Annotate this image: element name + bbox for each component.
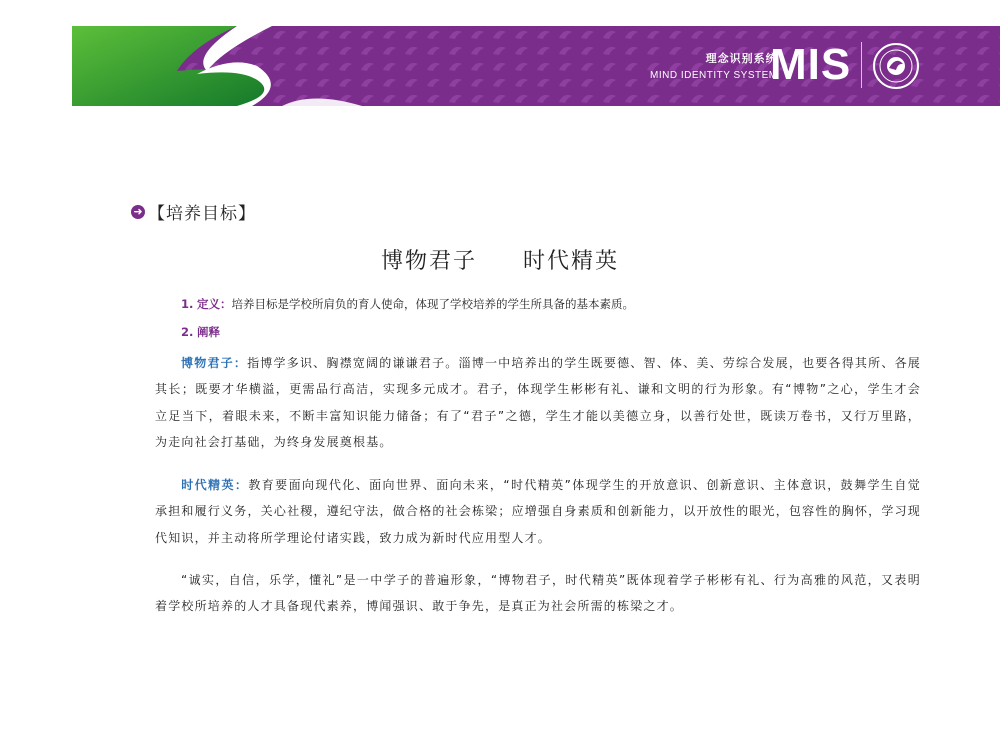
paragraph-bowu-junzi — [155, 350, 921, 456]
school-seal-icon — [872, 42, 920, 90]
definition-text: 培养目标是学校所肩负的育人使命，体现了学校培养的学生所具备的基本素质。 — [231, 297, 635, 311]
arrow-right-icon: ➜ — [131, 205, 145, 219]
paragraph-summary — [155, 567, 921, 620]
paragraph-1-text: 指博学多识、胸襟宽阔的谦谦君子。淄博一中培养出的学生既要德、智、体、美、劳综合发展，也要各得其所、各展其长；既要才华横溢，更需品行高洁，实现多元成才。君子，体现学生彬彬有礼、谦和文明的行为形象。有“博物”之心，学生才会立足当下，着眼未来，不断丰富知识能力储备；有了“君子”之德，学生才能以美德立身，以善行处世，既读万卷书，又行万里路，为走向社会打基础，为终身发展奠根基。 — [155, 356, 921, 450]
definition-number: 1. — [181, 297, 194, 311]
definition-label: 定义： — [197, 297, 232, 311]
slogan-part-2: 时代精英 — [523, 249, 620, 274]
definition-line — [181, 296, 634, 312]
header-divider — [861, 42, 862, 88]
mis-logo-text: MIS — [770, 40, 852, 89]
paragraph-2-text: 教育要面向现代化、面向世界、面向未来，“时代精英”体现学生的开放意识、创新意识、主体意识，鼓舞学生自觉承担和履行义务，关心社稷，遵纪守法，做合格的社会栋梁；应增强自身素质和创新能力，以开放性的眼光，包容性的胸怀，学习现代知识，并主动将所学理论付诸实践，致力成为新时代应用型人才。 — [155, 478, 921, 545]
header-titles — [650, 50, 778, 81]
explanation-label: 阐释 — [197, 325, 221, 339]
paragraph-shidai-jingying — [155, 472, 921, 551]
system-title-en: MIND IDENTITY SYSTEM — [650, 70, 778, 81]
paragraph-3-text: “诚实，自信，乐学，懂礼”是一中学子的普遍形象，“博物君子，时代精英”既体现着学子彬彬有礼、行为高雅的风范，又表明着学校所培养的人才具备现代素养，博闻强识、敢于争先，是真正为社会所需的栋梁之才。 — [155, 573, 921, 614]
section-title: 【培养目标】 — [148, 204, 256, 224]
section-heading — [131, 199, 256, 224]
header-banner — [72, 26, 1000, 106]
system-title-cn: 理念识别系统 — [705, 52, 778, 65]
explanation-number: 2. — [181, 325, 194, 339]
slogan — [0, 244, 1000, 275]
explanation-heading — [181, 324, 220, 340]
slogan-part-1: 博物君子 — [380, 249, 477, 274]
term-shidai-jingying: 时代精英： — [181, 478, 249, 492]
term-bowu-junzi: 博物君子： — [181, 356, 248, 370]
